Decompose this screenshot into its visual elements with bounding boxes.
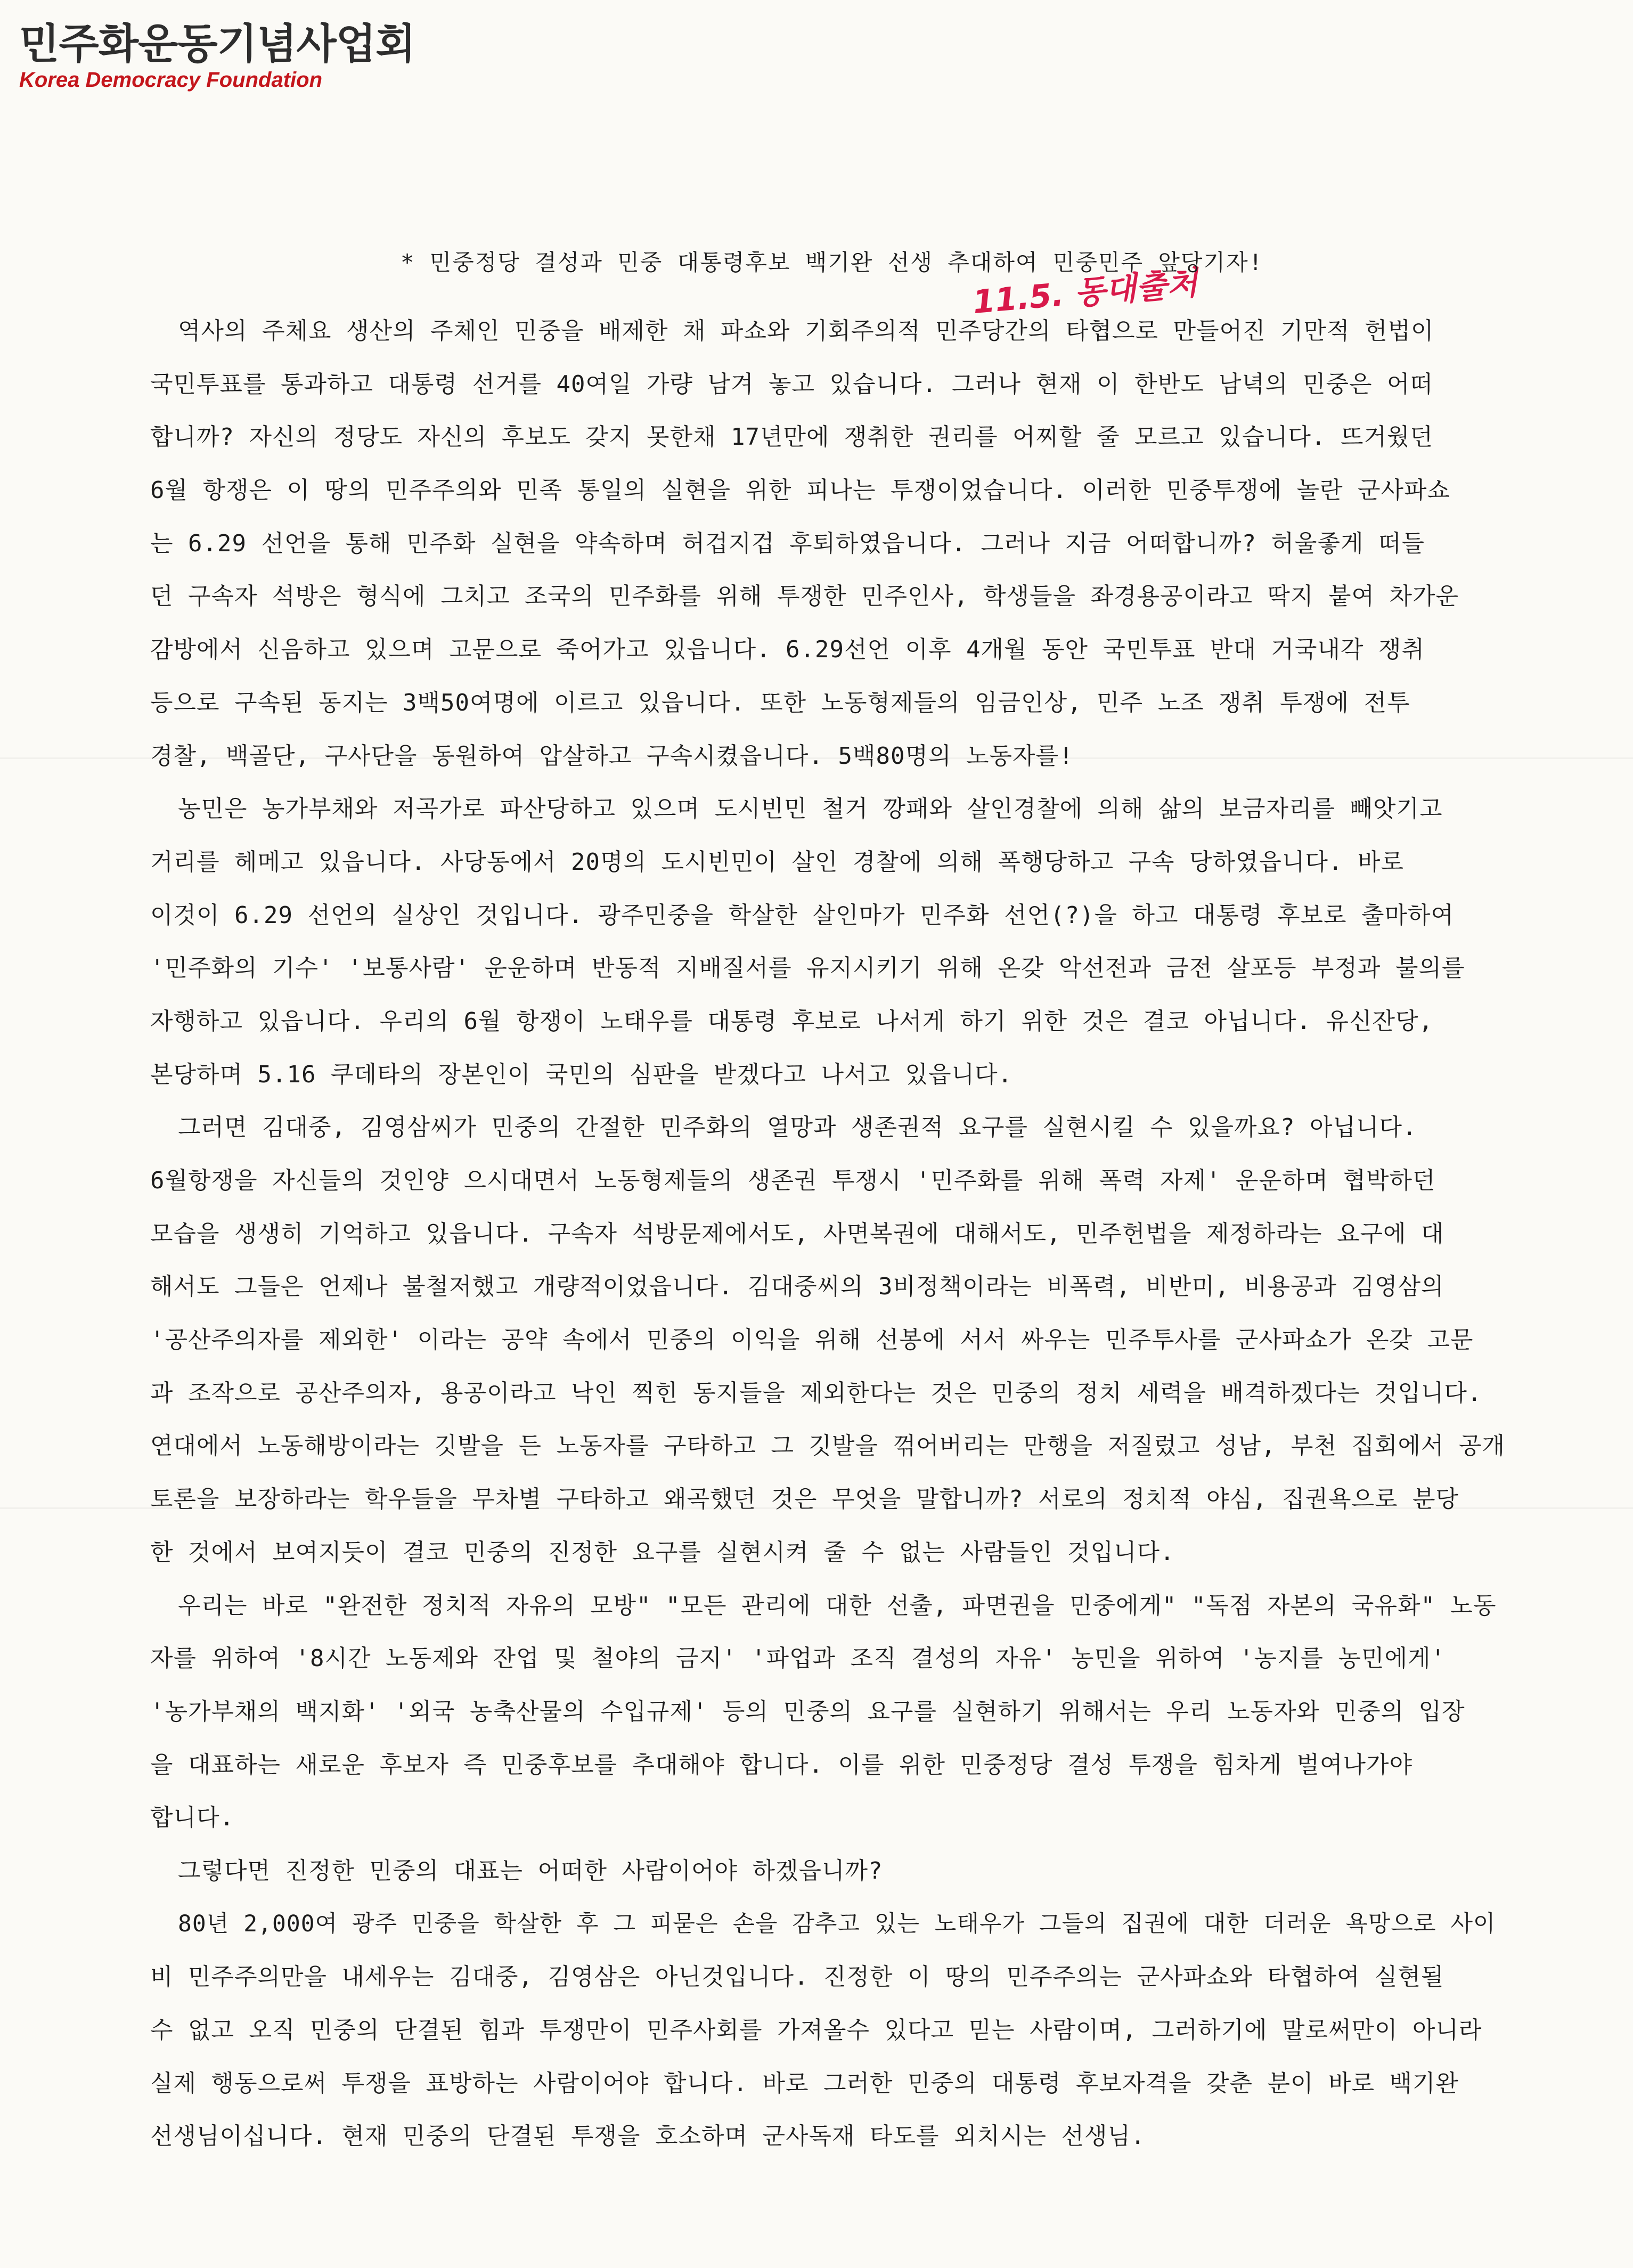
text-line: '공산주의자를 제외한' 이라는 공약 속에서 민중의 이익을 위해 선봉에 서서 싸우는 민주투사를 군사파쇼가 온갖 고문 [150, 1326, 1474, 1354]
text-line: 역사의 주체요 생산의 주체인 민중을 배제한 채 파쇼와 기회주의적 민주당간의 타협으로 만들어진 기만적 헌법이 [178, 317, 1434, 345]
text-line: 을 대표하는 새로운 후보자 즉 민중후보를 추대해야 합니다. 이를 위한 민중정당 결성 투쟁을 힘차게 벌여나가야 [150, 1751, 1413, 1778]
logo-english-text: Korea Democracy Foundation [19, 68, 323, 92]
text-line: '농가부채의 백지화' '외국 농축산물의 수입규제' 등의 민중의 요구를 실현하기 위해서는 우리 노동자와 민중의 입장 [150, 1698, 1465, 1725]
text-line: 던 구속자 석방은 형식에 그치고 조국의 민주화를 위해 투쟁한 민주인사, 학생들을 좌경용공이라고 딱지 붙여 차가운 [150, 583, 1459, 610]
document-body [150, 245, 1514, 2163]
text-line: 6월 항쟁은 이 땅의 민주주의와 민족 통일의 실현을 위한 피나는 투쟁이었습니다. 이러한 민중투쟁에 놀란 군사파쇼 [150, 477, 1451, 504]
text-line: 합니까? 자신의 정당도 자신의 후보도 갖지 못한채 17년만에 쟁취한 권리를 어찌할 줄 모르고 있습니다. 뜨거웠던 [150, 423, 1433, 451]
text-line: 감방에서 신음하고 있으며 고문으로 죽어가고 있읍니다. 6.29선언 이후 4개월 동안 국민투표 반대 거국내각 쟁취 [150, 636, 1425, 664]
text-line: 한 것에서 보여지듯이 결코 민중의 진정한 요구를 실현시켜 줄 수 없는 사람들인 것입니다. [150, 1538, 1175, 1566]
text-line: 자행하고 있읍니다. 우리의 6월 항쟁이 노태우를 대통령 후보로 나서게 하기 위한 것은 결코 아닙니다. 유신잔당, [150, 1007, 1433, 1035]
text-line: 거리를 헤메고 있읍니다. 사당동에서 20명의 도시빈민이 살인 경찰에 의해 폭행당하고 구속 당하였읍니다. 바로 [150, 848, 1405, 876]
text-line: 그러면 김대중, 김영삼씨가 민중의 간절한 민주화의 열망과 생존권적 요구를 실현시킬 수 있을까요? 아닙니다. [178, 1114, 1417, 1141]
text-line: 선생님이십니다. 현재 민중의 단결된 투쟁을 호소하며 군사독재 타도를 외치시는 선생님. [150, 2123, 1146, 2150]
foundation-logo [19, 20, 415, 92]
text-line: 등으로 구속된 동지는 3백50여명에 이르고 있읍니다. 또한 노동형제들의 임금인상, 민주 노조 쟁취 투쟁에 전투 [150, 689, 1410, 716]
text-line: 본당하며 5.16 쿠데타의 장본인이 국민의 심판을 받겠다고 나서고 있읍니다. [150, 1060, 1013, 1088]
text-line: 과 조작으로 공산주의자, 용공이라고 낙인 찍힌 동지들을 제외한다는 것은 민중의 정치 세력을 배격하겠다는 것입니다. [150, 1379, 1482, 1407]
text-line: 비 민주주의만을 내세우는 김대중, 김영삼은 아닌것입니다. 진정한 이 땅의 민주주의는 군사파쇼와 타협하여 실현될 [150, 1963, 1444, 1991]
text-line: 농민은 농가부채와 저곡가로 파산당하고 있으며 도시빈민 철거 깡패와 살인경찰에 의해 삶의 보금자리를 빼앗기고 [178, 795, 1443, 823]
text-line: 수 없고 오직 민중의 단결된 힘과 투쟁만이 민주사회를 가져올수 있다고 믿는 사람이며, 그러하기에 말로써만이 아니라 [150, 2017, 1482, 2044]
text-line: 모습을 생생히 기억하고 있읍니다. 구속자 석방문제에서도, 사면복권에 대해서도, 민주헌법을 제정하라는 요구에 대 [150, 1220, 1444, 1247]
document-title: * 민중정당 결성과 민중 대통령후보 백기완 선생 추대하여 민중민주 앞당기자! [401, 249, 1263, 275]
text-line: 그렇다면 진정한 민중의 대표는 어떠한 사람이어야 하겠읍니까? [178, 1857, 883, 1884]
text-line: 우리는 바로 "완전한 정치적 자유의 모방" "모든 관리에 대한 선출, 파면권을 민중에게" "독점 자본의 국유화" 노동 [178, 1592, 1497, 1619]
text-line: 이것이 6.29 선언의 실상인 것입니다. 광주민중을 학살한 살인마가 민주화 선언(?)을 하고 대통령 후보로 출마하여 [150, 901, 1454, 929]
text-line: 토론을 보장하라는 학우들을 무차별 구타하고 왜곡했던 것은 무엇을 말합니까? 서로의 정치적 야심, 집권욕으로 분당 [150, 1486, 1459, 1513]
document-text [150, 305, 1514, 2163]
logo-korean-text: 민주화운동기념사업회 [19, 20, 415, 68]
text-line: 경찰, 백골단, 구사단을 동원하여 압살하고 구속시켰읍니다. 5백80명의 노동자를! [150, 742, 1074, 770]
text-line: 연대에서 노동해방이라는 깃발을 든 노동자를 구타하고 그 깃발을 꺾어버리는 만행을 저질렀고 성남, 부천 집회에서 공개 [150, 1432, 1506, 1460]
text-line: 6월항쟁을 자신들의 것인양 으시대면서 노동형제들의 생존권 투쟁시 '민주화를 위해 폭력 자제' 운운하며 협박하던 [150, 1167, 1436, 1194]
text-line: 는 6.29 선언을 통해 민주화 실현을 약속하며 허겁지겁 후퇴하였읍니다. 그러나 지금 어떠합니까? 허울좋게 떠들 [150, 529, 1425, 557]
text-line: '민주화의 기수' '보통사람' 운운하며 반동적 지배질서를 유지시키기 위해 온갖 악선전과 금전 살포등 부정과 불의를 [150, 954, 1465, 982]
text-line: 80년 2,000여 광주 민중을 학살한 후 그 피묻은 손을 감추고 있는 노태우가 그들의 집권에 대한 더러운 욕망으로 사이 [178, 1910, 1496, 1937]
handwritten-annotation: 11.5. 동대출처 [971, 264, 1199, 322]
text-line: 해서도 그들은 언제나 불철저했고 개량적이었읍니다. 김대중씨의 3비정책이라는 비폭력, 비반미, 비용공과 김영삼의 [150, 1273, 1444, 1301]
text-line: 국민투표를 통과하고 대통령 선거를 40여일 가량 남겨 놓고 있습니다. 그러나 현재 이 한반도 남녁의 민중은 어떠 [150, 370, 1433, 398]
text-line: 실제 행동으로써 투쟁을 표방하는 사람이어야 합니다. 바로 그러한 민중의 대통령 후보자격을 갖춘 분이 바로 백기완 [150, 2069, 1459, 2097]
text-line: 합니다. [150, 1804, 235, 1832]
text-line: 자를 위하여 '8시간 노동제와 잔업 및 철야의 금지' '파업과 조직 결성의 자유' 농민을 위하여 '농지를 농민에게' [150, 1645, 1446, 1673]
